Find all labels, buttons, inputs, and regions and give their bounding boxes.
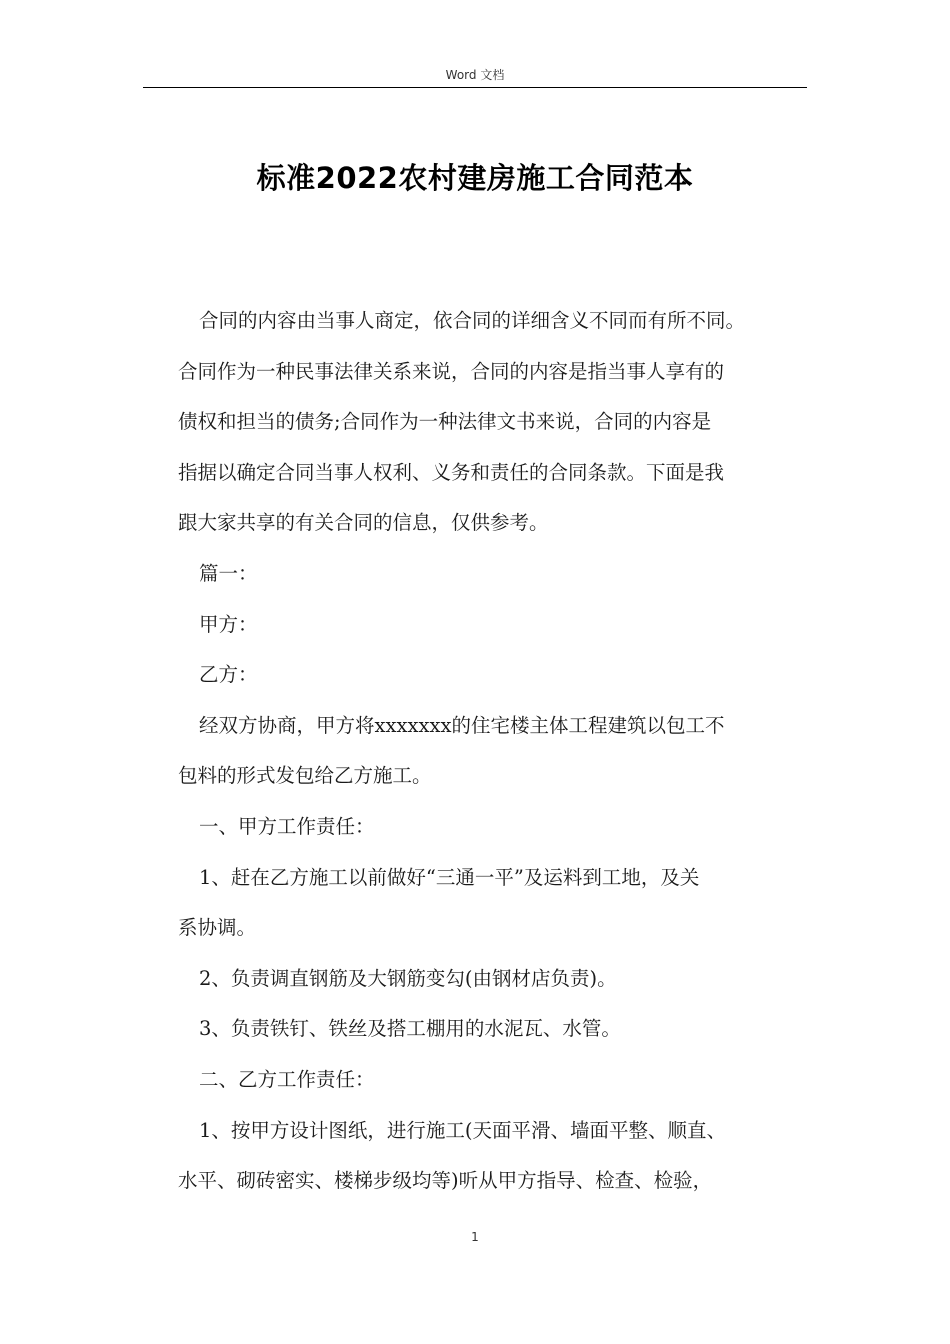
- text-line: 1、按甲方设计图纸，进行施工(天面平滑、墙面平整、顺直、: [199, 1118, 727, 1142]
- text-line: 乙方：: [199, 663, 258, 687]
- text-line: 系协调。: [178, 916, 257, 940]
- page-number: 1: [471, 1230, 479, 1244]
- text-line: 二、乙方工作责任：: [199, 1067, 375, 1091]
- text-line: 1、赶在乙方施工以前做好“三通一平”及运料到工地，及关: [199, 865, 700, 889]
- text-line: 3、负责铁钉、铁丝及搭工棚用的水泥瓦、水管。: [199, 1017, 621, 1041]
- text-line: 篇一：: [199, 561, 258, 585]
- text-line: 甲方：: [199, 612, 258, 636]
- text-line: 指据以确定合同当事人权利、义务和责任的合同条款。下面是我: [178, 460, 725, 484]
- text-line: 跟大家共享的有关合同的信息，仅供参考。: [178, 511, 549, 535]
- text-line: 合同的内容由当事人商定，依合同的详细含义不同而有所不同。: [199, 309, 746, 332]
- text-line: 水平、砌砖密实、楼梯步级均等)听从甲方指导、检查、检验，: [178, 1169, 713, 1193]
- document-title: 标准2022农村建房施工合同范本: [256, 161, 694, 195]
- page-header: Word 文档: [445, 68, 505, 82]
- text-line: 合同作为一种民事法律关系来说，合同的内容是指当事人享有的: [178, 359, 725, 383]
- header-divider: [143, 87, 807, 88]
- document-body: [178, 296, 818, 1207]
- text-line: 2、负责调直钢筋及大钢筋变勾(由钢材店负责)。: [199, 966, 617, 990]
- text-line: 经双方协商，甲方将xxxxxxx的住宅楼主体工程建筑以包工不: [199, 713, 725, 737]
- text-line: 一、甲方工作责任：: [199, 814, 375, 838]
- text-line: 包料的形式发包给乙方施工。: [178, 764, 432, 788]
- text-line: 债权和担当的债务;合同作为一种法律文书来说，合同的内容是: [178, 410, 712, 434]
